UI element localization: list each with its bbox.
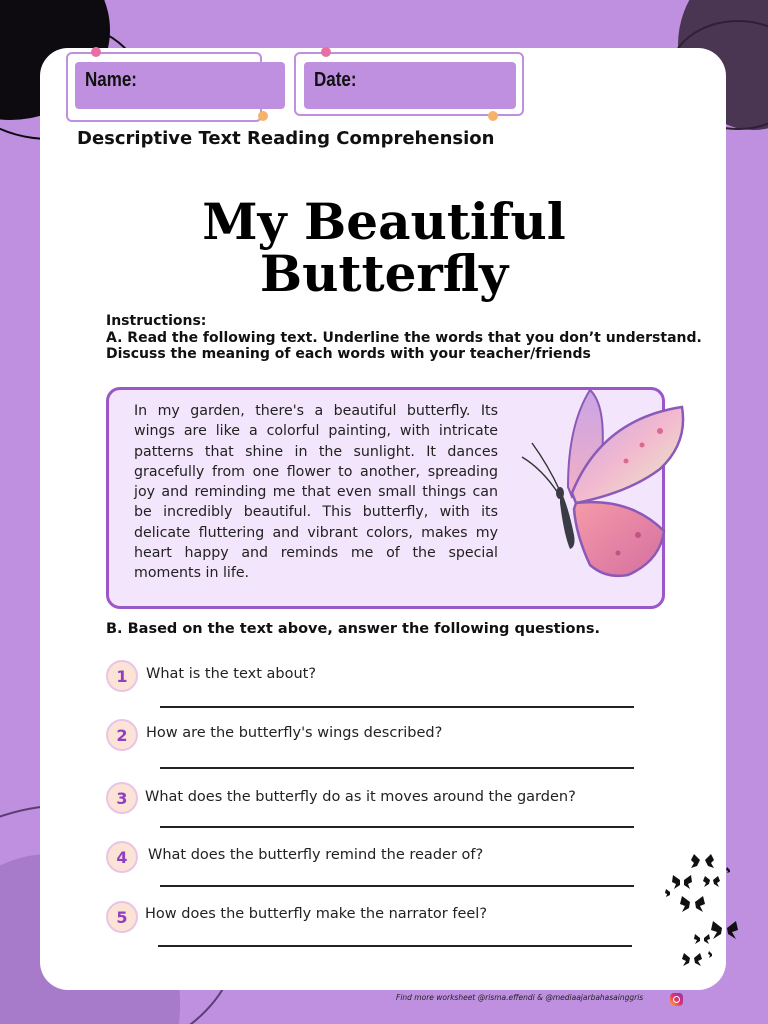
- question-text-1: What is the text about?: [146, 666, 317, 682]
- name-frame-dot-pink: [91, 47, 101, 57]
- name-field[interactable]: [75, 62, 285, 109]
- instructions-line-a: A. Read the following text. Underline the words that you don’t understand.: [106, 329, 702, 346]
- question-text-3: What does the butterfly do as it moves around the garden?: [145, 789, 576, 805]
- date-frame-dot-pink: [321, 47, 331, 57]
- instructions-heading: Instructions:: [106, 313, 207, 329]
- answer-line-3[interactable]: [160, 826, 634, 828]
- instructions: [106, 313, 716, 363]
- butterfly-silhouettes: [660, 850, 745, 970]
- answer-line-4[interactable]: [160, 885, 634, 887]
- reading-passage: In my garden, there's a beautiful butterfly. Its wings are like a colorful painting, with intricate patterns that shine in the sunlight. It dances gracefully from one flower to another, spreading joy and reminding me that even small things can be incredibly beautiful. This butterfly, with its delicate fluttering and vibrant colors, makes my heart happy and reminds me of the special moments in life.: [134, 403, 498, 582]
- date-field[interactable]: [304, 62, 516, 109]
- date-frame-dot-orange: [488, 111, 498, 121]
- title-line-2: Butterfly: [259, 244, 509, 303]
- question-number-5: 5: [106, 901, 138, 933]
- instructions-line-a2: Discuss the meaning of each words with your teacher/friends: [106, 346, 591, 362]
- worksheet-subtitle: Descriptive Text Reading Comprehension: [77, 128, 495, 149]
- date-label: Date:: [314, 69, 357, 91]
- instagram-icon: [670, 993, 683, 1006]
- question-number-3: 3: [106, 782, 138, 814]
- name-frame-dot-orange: [258, 111, 268, 121]
- question-number-1: 1: [106, 660, 138, 692]
- section-b-heading: B. Based on the text above, answer the following questions.: [106, 621, 600, 637]
- answer-line-1[interactable]: [160, 706, 634, 708]
- answer-line-5[interactable]: [158, 945, 632, 947]
- question-text-2: How are the butterfly's wings described?: [146, 725, 443, 741]
- name-label: Name:: [85, 69, 137, 91]
- question-number-4: 4: [106, 841, 138, 873]
- butterfly-illustration: [510, 385, 690, 585]
- title-line-1: My Beautiful: [202, 192, 566, 251]
- footer-credit: Find more worksheet @risma.effendi & @mediaajarbahasainggris: [396, 993, 644, 1002]
- page-title: [0, 192, 768, 303]
- answer-line-2[interactable]: [160, 767, 634, 769]
- question-number-2: 2: [106, 719, 138, 751]
- question-text-5: How does the butterfly make the narrator feel?: [145, 906, 488, 922]
- question-text-4: What does the butterfly remind the reader of?: [148, 847, 484, 863]
